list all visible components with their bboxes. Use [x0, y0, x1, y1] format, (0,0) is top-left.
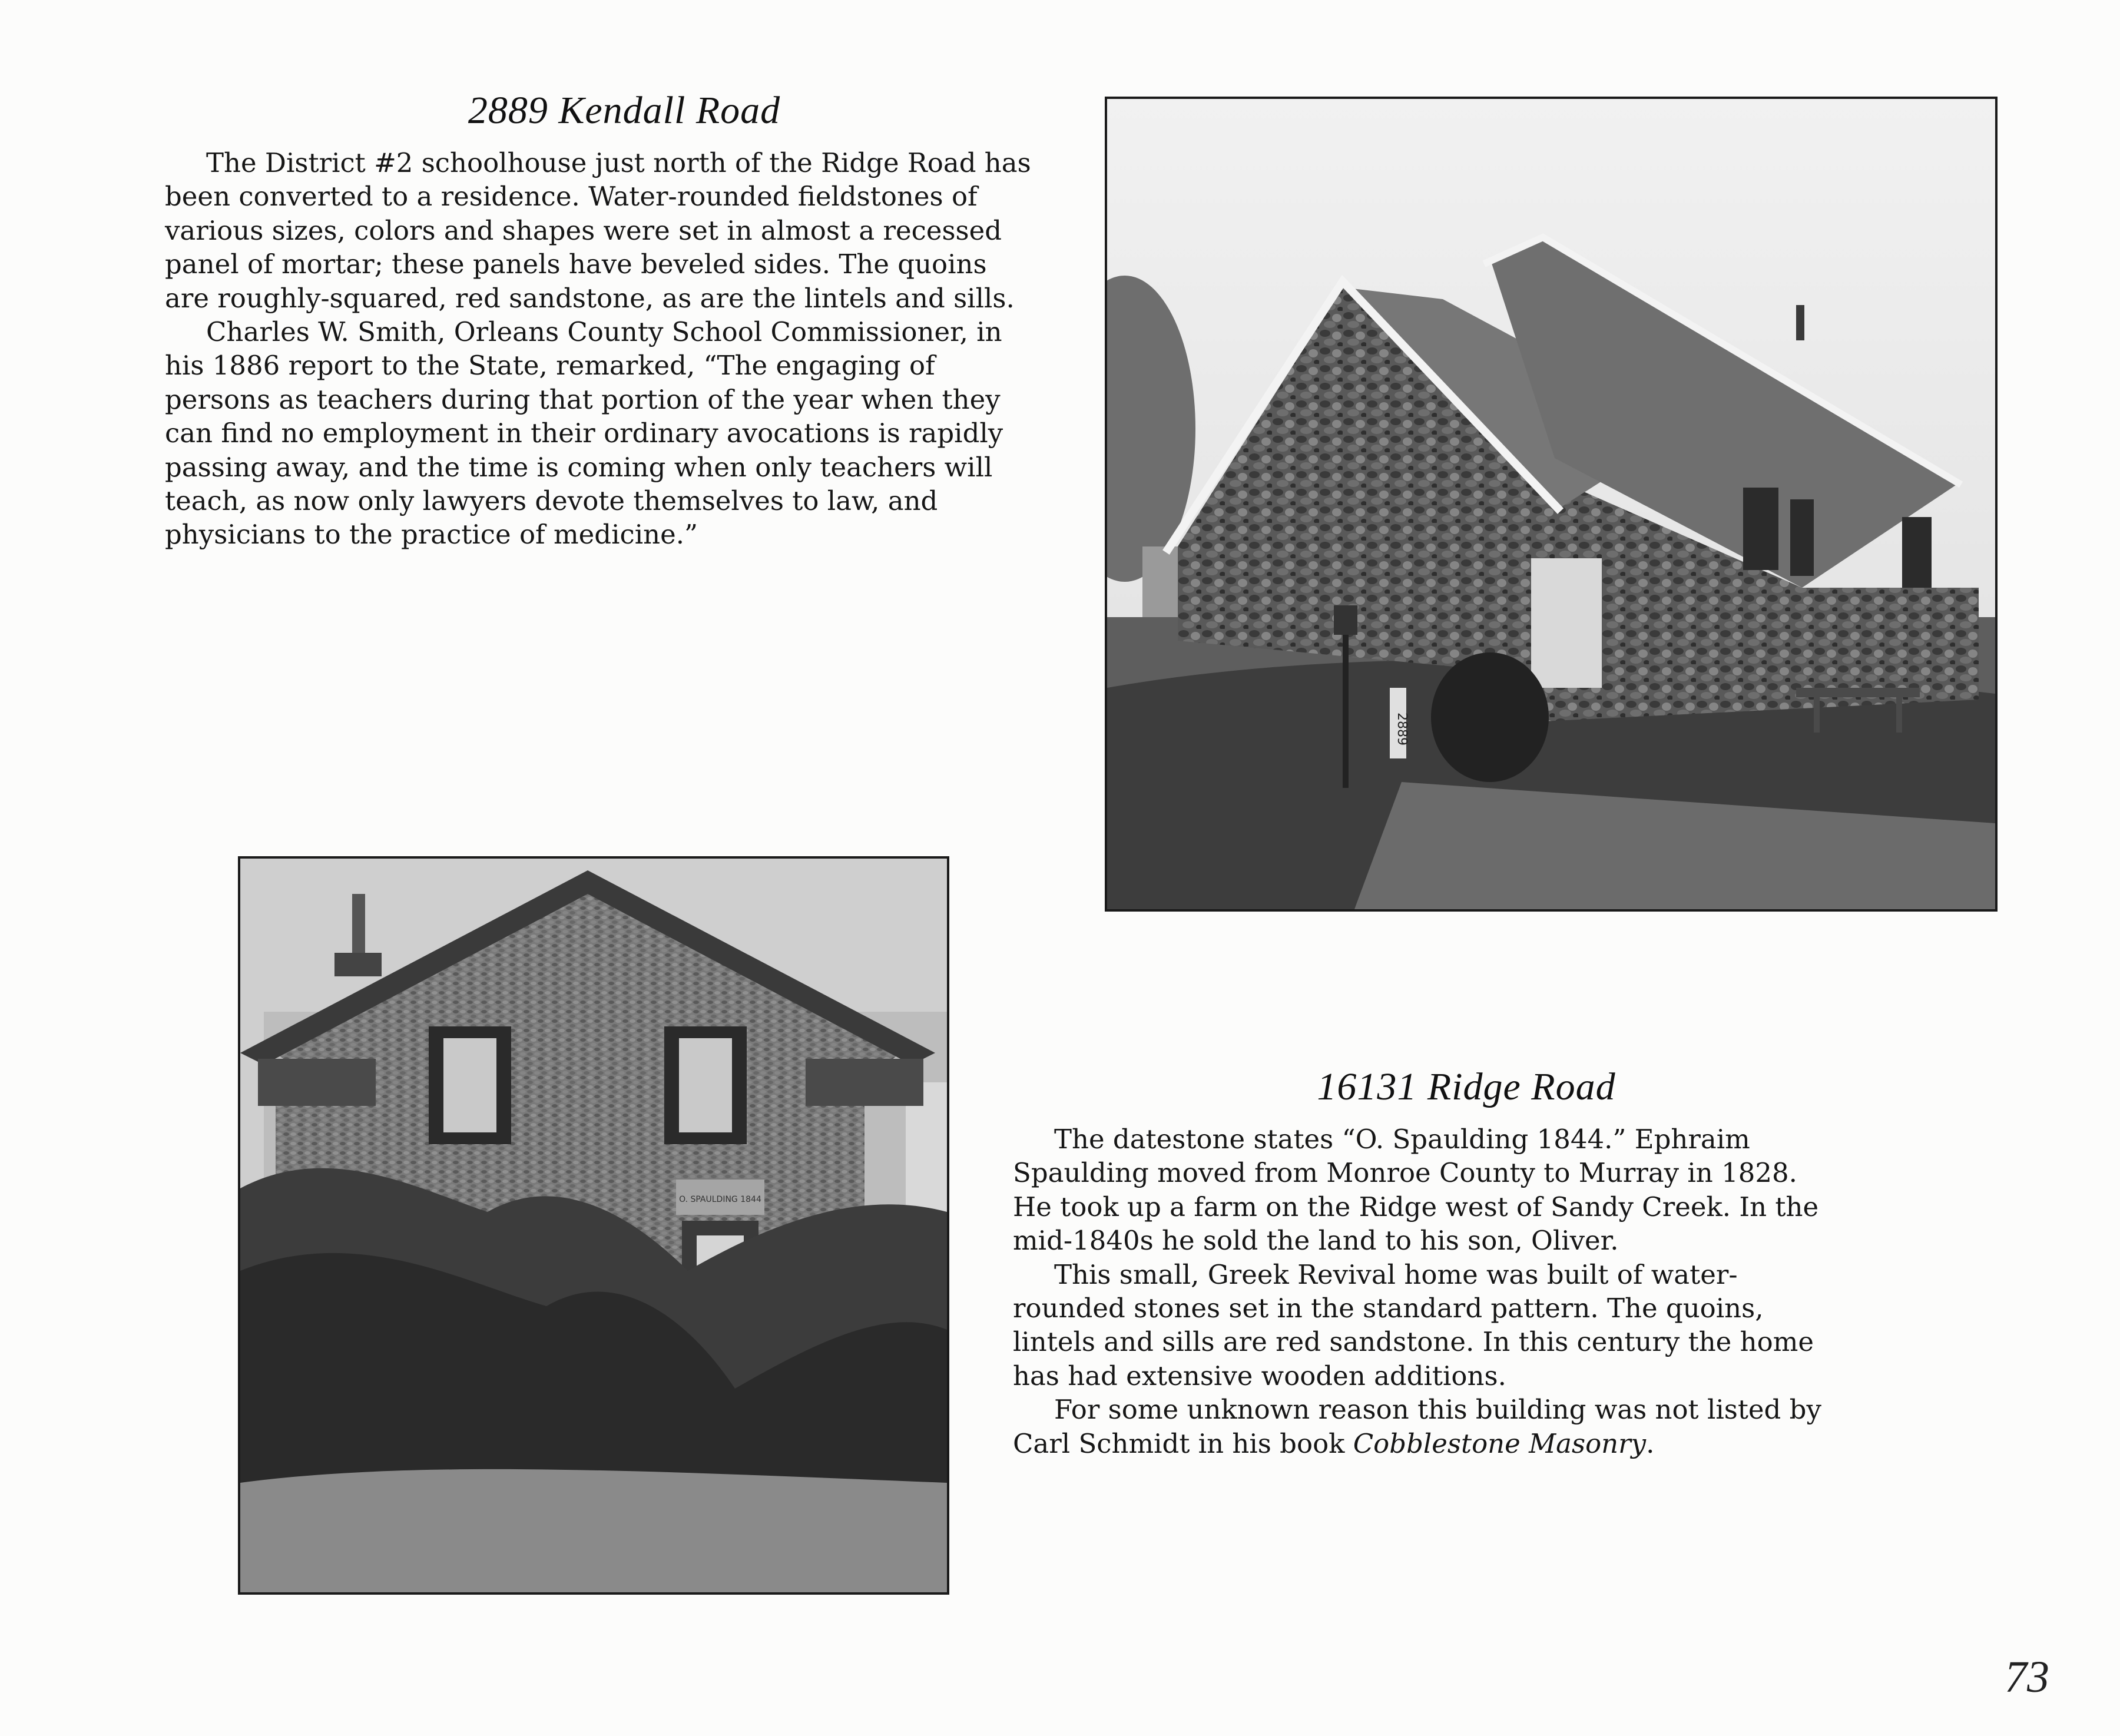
page-number: 73: [2005, 1652, 2049, 1702]
house-number-sign: 2889: [1394, 713, 1409, 746]
photo-ridge-road-house: [238, 856, 949, 1595]
section-heading-kendall-road: 2889 Kendall Road: [468, 89, 781, 132]
paragraph-text: .: [1646, 1427, 1655, 1459]
section-heading-ridge-road: 16131 Ridge Road: [1317, 1065, 1616, 1108]
paragraph: This small, Greek Revival home was built of water-rounded stones set in the standard pattern. The quoins, lintels and sills are red sandstone. In this century the home has had extensive wooden additions.: [1013, 1258, 1814, 1392]
paragraph: The datestone states “O. Spaulding 1844.” Ephraim Spaulding moved from Monroe County to Murray in 1828. He took up a farm on the Ridge west of Sandy Creek. In the mid-1840s he sold the land to his son, Oliver.: [1013, 1124, 1819, 1257]
paragraph: [1013, 1393, 1826, 1460]
section-text-ridge-road: [1013, 1122, 1826, 1460]
paragraph: Charles W. Smith, Orleans County School Commissioner, in his 1886 report to the State, remarked, “The engaging of persons as teachers during that portion of the year when they can find no employment in their ordinary avocations is rapidly passing away, and the time is coming when only teachers will teach, as now only lawyers devote themselves to law, and physicians to the practice of medicine.”: [165, 316, 1003, 551]
section-text-kendall-road: [165, 146, 1036, 552]
photo-kendall-road-schoolhouse: [1105, 97, 1998, 912]
paragraph-text: For some unknown reason this building was not listed by Carl Schmidt in his book: [1013, 1394, 1821, 1459]
book-title: Cobblestone Masonry: [1353, 1427, 1647, 1459]
paragraph: The District #2 schoolhouse just north of the Ridge Road has been converted to a residence. Water-rounded fieldstones of various sizes, colors and shapes were set in almost a recessed panel of mortar; these panels have beveled sides. The quoins are roughly-squared, red sandstone, as are the lintels and sills.: [165, 147, 1031, 314]
datestone-text: O. SPAULDING 1844: [679, 1195, 761, 1204]
